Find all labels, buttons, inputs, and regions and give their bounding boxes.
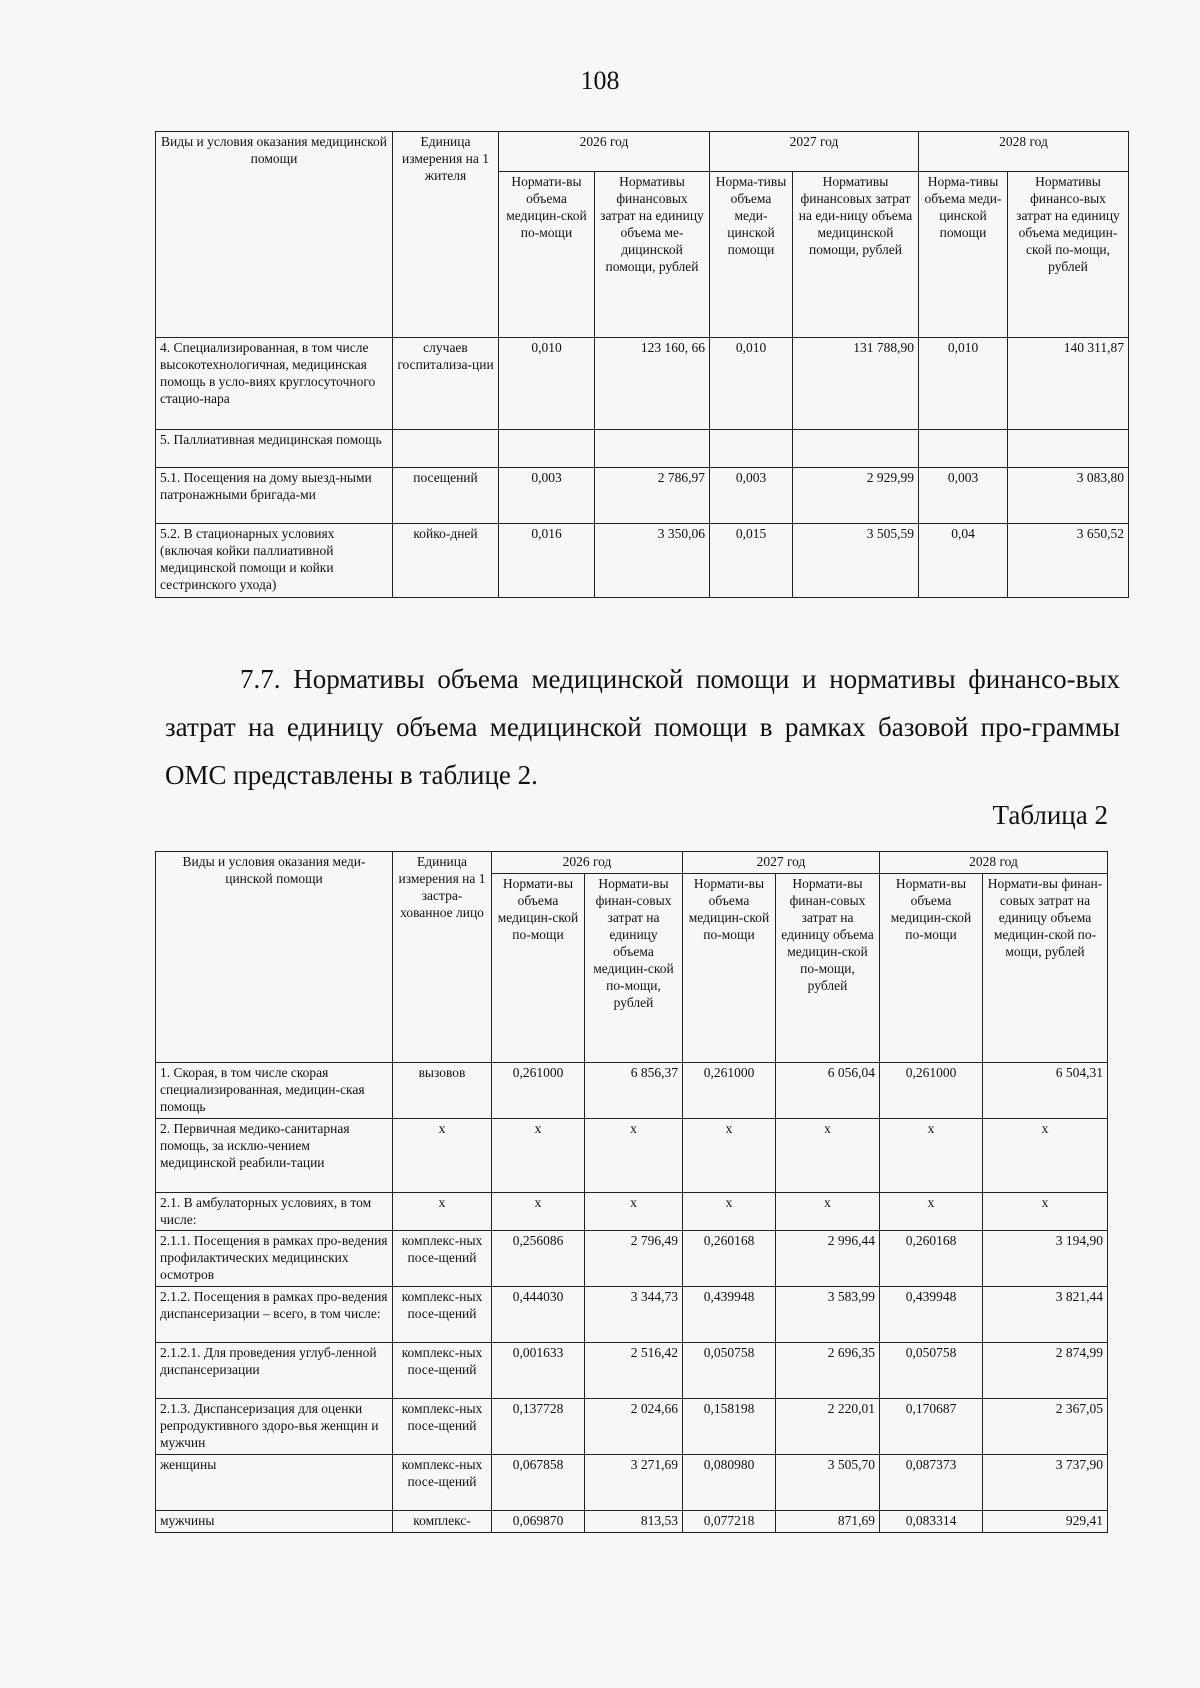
cell: 2 996,44	[776, 1231, 880, 1287]
cell: x	[776, 1193, 880, 1231]
cell: 3 505,70	[776, 1455, 880, 1511]
cell: x	[880, 1193, 983, 1231]
cell: 0,439948	[683, 1287, 776, 1343]
cell: 2 220,01	[776, 1399, 880, 1455]
cell: 2 516,42	[585, 1343, 683, 1399]
cell: 6 056,04	[776, 1063, 880, 1119]
cell: x	[983, 1193, 1108, 1231]
cell: 3 821,44	[983, 1287, 1108, 1343]
row-name: 2.1.2. Посещения в рамках про-ведения диспансеризации – всего, в том числе:	[156, 1287, 393, 1343]
t2-subheader: Нормати-вы финан-совых затрат на единицу объема медицин-ской по-мощи, рублей	[983, 874, 1108, 1063]
table-row	[156, 430, 1129, 468]
row-unit: посещений	[393, 468, 499, 524]
cell: 0,261000	[492, 1063, 585, 1119]
row-name: 2.1.3. Диспансеризация для оценки репродуктивного здоро-вья женщин и мужчин	[156, 1399, 393, 1455]
row-name: 5. Паллиативная медицинская помощь	[156, 430, 393, 468]
cell: 0,261000	[683, 1063, 776, 1119]
row-unit: комплекс-ных посе-щений	[393, 1343, 492, 1399]
cell: 6 856,37	[585, 1063, 683, 1119]
cell: 0,010	[499, 338, 595, 430]
row-unit: комплекс-ных посе-щений	[393, 1287, 492, 1343]
cell	[499, 430, 595, 468]
cell: 2 874,99	[983, 1343, 1108, 1399]
cell: x	[776, 1119, 880, 1193]
t1-header-year: 2028 год	[919, 132, 1129, 172]
t1-header-kind: Виды и условия оказания медицинской помощи	[156, 132, 393, 338]
cell: 3 083,80	[1008, 468, 1129, 524]
table-row	[156, 1119, 1108, 1193]
cell: x	[683, 1193, 776, 1231]
cell: 6 504,31	[983, 1063, 1108, 1119]
cell: 0,050758	[683, 1343, 776, 1399]
cell: 0,087373	[880, 1455, 983, 1511]
t1-subheader: Нормати-вы объема медицин-ской по-мощи	[499, 172, 595, 338]
cell: 3 271,69	[585, 1455, 683, 1511]
row-unit: комплекс-ных посе-щений	[393, 1399, 492, 1455]
cell: 2 024,66	[585, 1399, 683, 1455]
cell: 0,170687	[880, 1399, 983, 1455]
table-row	[156, 468, 1129, 524]
cell: 0,015	[710, 524, 793, 598]
cell: 0,137728	[492, 1399, 585, 1455]
t1-subheader: Нормативы финансовых затрат на еди-ницу объема медицинской помощи, рублей	[793, 172, 919, 338]
cell	[919, 430, 1008, 468]
row-name: женщины	[156, 1455, 393, 1511]
page-number: 108	[580, 66, 620, 95]
table-row	[156, 1455, 1108, 1511]
cell: 0,04	[919, 524, 1008, 598]
row-name: 2.1.2.1. Для проведения углуб-ленной диспансеризации	[156, 1343, 393, 1399]
row-name: мужчины	[156, 1511, 393, 1533]
t1-header-unit: Единица измерения на 1 жителя	[393, 132, 499, 338]
cell: 3 344,73	[585, 1287, 683, 1343]
cell: 0,158198	[683, 1399, 776, 1455]
cell: x	[585, 1193, 683, 1231]
cell: 0,067858	[492, 1455, 585, 1511]
t2-subheader: Нормати-вы объема медицин-ской по-мощи	[683, 874, 776, 1063]
cell: 0,083314	[880, 1511, 983, 1533]
cell: 0,001633	[492, 1343, 585, 1399]
row-name: 4. Специализированная, в том числе высокотехнологичная, медицинская помощь в усло-виях круглосуточного стацио-нара	[156, 338, 393, 430]
cell: 2 786,97	[595, 468, 710, 524]
t2-header-year: 2028 год	[880, 852, 1108, 874]
cell	[1008, 430, 1129, 468]
row-name: 2.1. В амбулаторных условиях, в том числе:	[156, 1193, 393, 1231]
t1-header-year: 2026 год	[499, 132, 710, 172]
cell: 0,080980	[683, 1455, 776, 1511]
t2-subheader: Нормати-вы финан-совых затрат на единицу объема медицин-ской по-мощи, рублей	[776, 874, 880, 1063]
cell: 123 160, 66	[595, 338, 710, 430]
t1-subheader: Норма-тивы объема меди-цинской помощи	[710, 172, 793, 338]
table-row	[156, 338, 1129, 430]
table-row	[156, 1287, 1108, 1343]
cell: 0,260168	[683, 1231, 776, 1287]
row-unit: вызовов	[393, 1063, 492, 1119]
table-row	[156, 524, 1129, 598]
table-2	[155, 851, 1108, 1533]
cell: x	[983, 1119, 1108, 1193]
cell: x	[880, 1119, 983, 1193]
table-row	[156, 1343, 1108, 1399]
cell: 3 583,99	[776, 1287, 880, 1343]
cell: 0,261000	[880, 1063, 983, 1119]
cell: 2 929,99	[793, 468, 919, 524]
t2-header-kind: Виды и условия оказания меди-цинской помощи	[156, 852, 393, 1063]
cell: 3 650,52	[1008, 524, 1129, 598]
cell: 0,439948	[880, 1287, 983, 1343]
t2-subheader: Нормати-вы объема медицин-ской по-мощи	[492, 874, 585, 1063]
row-unit: комплекс-ных посе-щений	[393, 1455, 492, 1511]
table-row	[156, 1193, 1108, 1231]
paragraph-text: 7.7. Нормативы объема медицинской помощи и нормативы финансо-вых затрат на единицу объема медицинской помощи в рамках базовой про-граммы ОМС представлены в таблице 2.	[165, 664, 1120, 790]
cell: 0,256086	[492, 1231, 585, 1287]
cell: 0,003	[499, 468, 595, 524]
row-unit	[393, 430, 499, 468]
row-unit: x	[393, 1193, 492, 1231]
row-unit: комплекс-	[393, 1511, 492, 1533]
body-paragraph	[165, 655, 1120, 799]
cell: 0,260168	[880, 1231, 983, 1287]
cell: 813,53	[585, 1511, 683, 1533]
cell: x	[683, 1119, 776, 1193]
cell	[710, 430, 793, 468]
cell: 2 696,35	[776, 1343, 880, 1399]
table-row	[156, 1063, 1108, 1119]
cell: 929,41	[983, 1511, 1108, 1533]
cell: 3 194,90	[983, 1231, 1108, 1287]
table-1	[155, 131, 1129, 598]
cell	[595, 430, 710, 468]
row-name: 5.1. Посещения на дому выезд-ными патронажными бригада-ми	[156, 468, 393, 524]
table-row	[156, 1511, 1108, 1533]
cell: x	[492, 1193, 585, 1231]
t1-subheader: Норма-тивы объема меди-цинской помощи	[919, 172, 1008, 338]
t2-header-unit: Единица измерения на 1 застра-хованное лицо	[393, 852, 492, 1063]
row-name: 1. Скорая, в том числе скорая специализированная, медицин-ская помощь	[156, 1063, 393, 1119]
cell: 0,069870	[492, 1511, 585, 1533]
row-name: 5.2. В стационарных условиях (включая койки паллиативной медицинской помощи и койки сестринского ухода)	[156, 524, 393, 598]
cell: 0,077218	[683, 1511, 776, 1533]
cell: 0,010	[710, 338, 793, 430]
cell: 131 788,90	[793, 338, 919, 430]
row-unit: случаев госпитализа-ции	[393, 338, 499, 430]
table-caption: Таблица 2	[992, 800, 1108, 830]
cell: 3 737,90	[983, 1455, 1108, 1511]
cell: 3 505,59	[793, 524, 919, 598]
row-unit: койко-дней	[393, 524, 499, 598]
table-row	[156, 1231, 1108, 1287]
cell: 2 367,05	[983, 1399, 1108, 1455]
t2-subheader: Нормати-вы объема медицин-ской по-мощи	[880, 874, 983, 1063]
row-unit: комплекс-ных посе-щений	[393, 1231, 492, 1287]
t1-subheader: Нормативы финансовых затрат на единицу объема ме-дицинской помощи, рублей	[595, 172, 710, 338]
cell: x	[492, 1119, 585, 1193]
row-unit: x	[393, 1119, 492, 1193]
cell: 0,010	[919, 338, 1008, 430]
cell: 0,444030	[492, 1287, 585, 1343]
row-name: 2. Первичная медико-санитарная помощь, за исклю-чением медицинской реабили-тации	[156, 1119, 393, 1193]
cell: 871,69	[776, 1511, 880, 1533]
t2-subheader: Нормати-вы финан-совых затрат на единицу объема медицин-ской по-мощи, рублей	[585, 874, 683, 1063]
t1-header-year: 2027 год	[710, 132, 919, 172]
t2-header-year: 2027 год	[683, 852, 880, 874]
cell: 3 350,06	[595, 524, 710, 598]
cell: 2 796,49	[585, 1231, 683, 1287]
cell: 0,016	[499, 524, 595, 598]
cell: x	[585, 1119, 683, 1193]
cell	[793, 430, 919, 468]
table-row	[156, 1399, 1108, 1455]
cell: 0,003	[919, 468, 1008, 524]
row-name: 2.1.1. Посещения в рамках про-ведения профилактических медицинских осмотров	[156, 1231, 393, 1287]
cell: 0,003	[710, 468, 793, 524]
t1-subheader: Нормативы финансо-вых затрат на единицу объема медицин-ской по-мощи, рублей	[1008, 172, 1129, 338]
t2-header-year: 2026 год	[492, 852, 683, 874]
cell: 0,050758	[880, 1343, 983, 1399]
cell: 140 311,87	[1008, 338, 1129, 430]
